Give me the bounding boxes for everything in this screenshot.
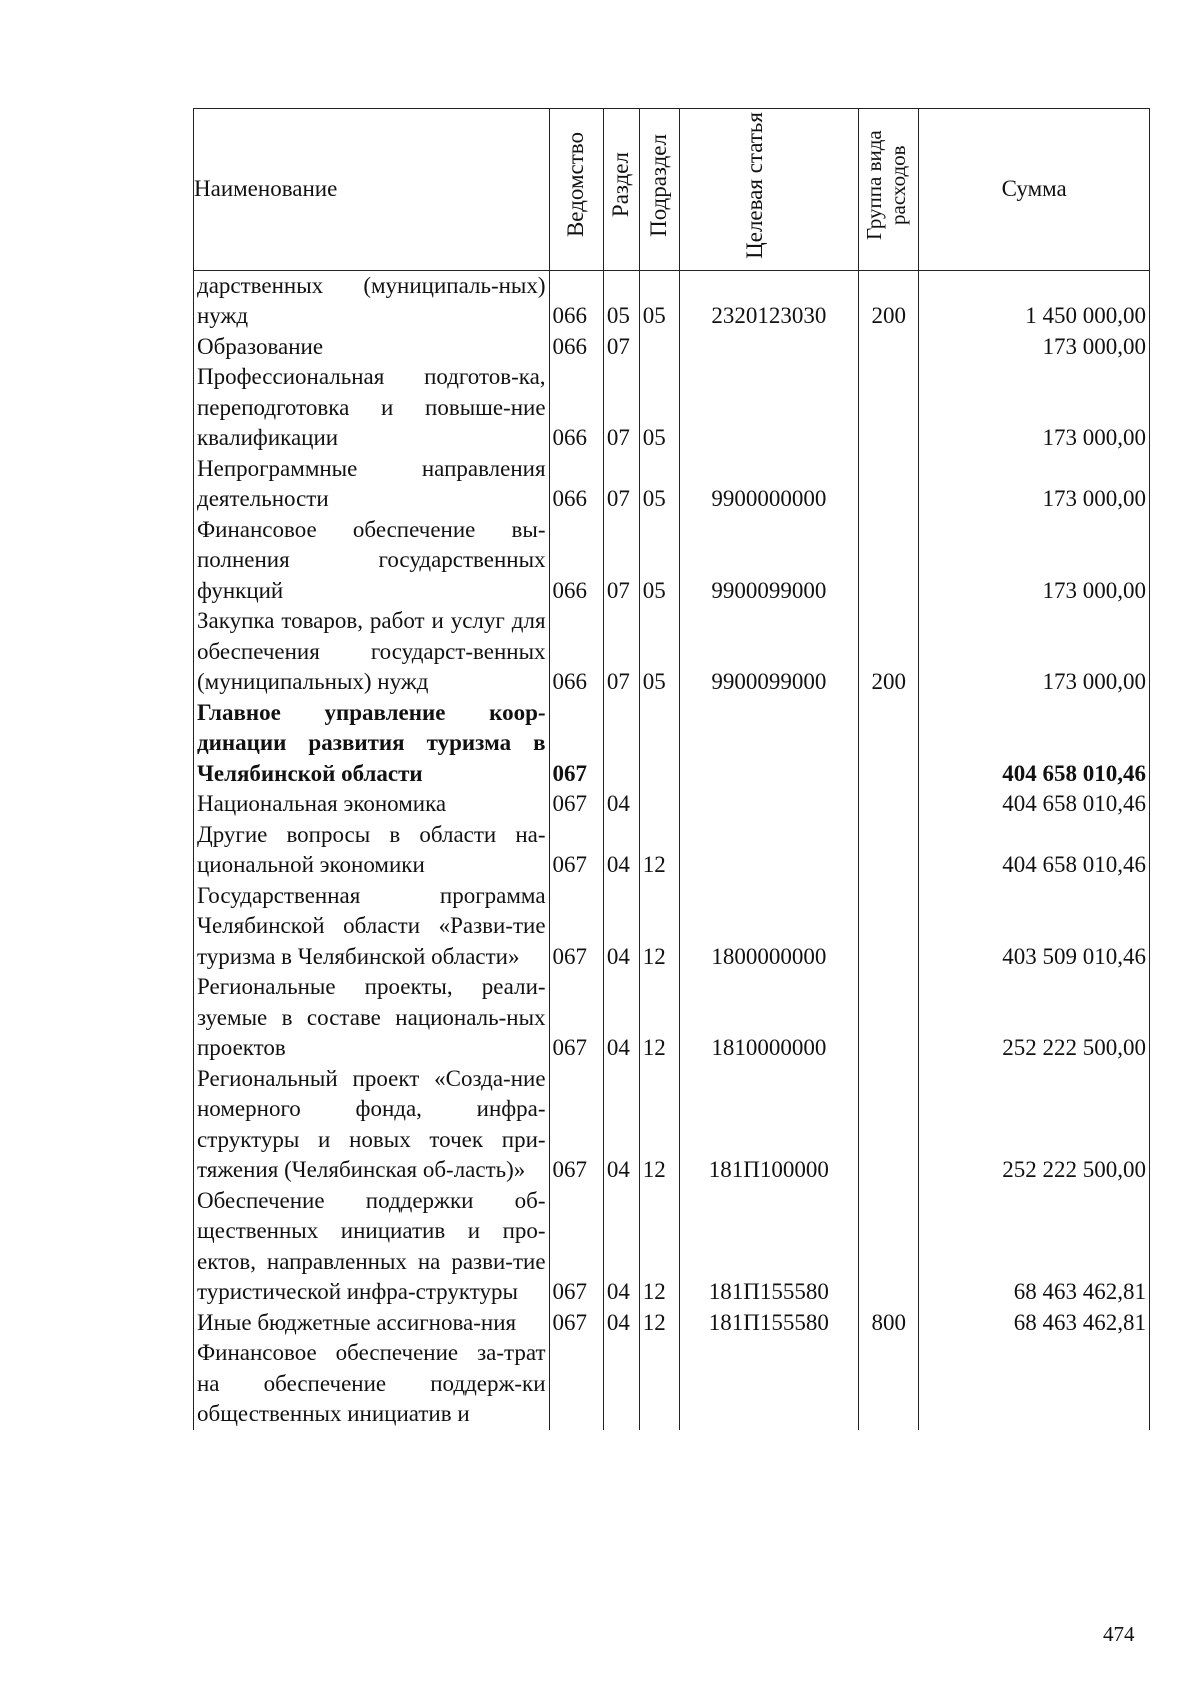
cell-podrazdel: 05 bbox=[639, 515, 679, 607]
cell-name: Обеспечение поддержки об-щественных инициатив и про-ектов, направленных на разви-тие туристической инфра-структуры bbox=[194, 1186, 550, 1308]
table-row bbox=[194, 1308, 1150, 1339]
cell-gruppa bbox=[858, 698, 918, 790]
table-row bbox=[194, 362, 1150, 454]
cell-celevaya: 181П100000 bbox=[679, 1064, 858, 1186]
table-row bbox=[194, 332, 1150, 363]
table-row bbox=[194, 1064, 1150, 1186]
cell-razdel bbox=[603, 1338, 639, 1430]
cell-podrazdel: 12 bbox=[639, 1064, 679, 1186]
cell-gruppa bbox=[858, 1338, 918, 1430]
cell-podrazdel: 05 bbox=[639, 454, 679, 515]
header-razdel: Раздел bbox=[603, 109, 639, 271]
page-number: 474 bbox=[1103, 1622, 1135, 1646]
cell-celevaya bbox=[679, 820, 858, 881]
cell-gruppa bbox=[858, 454, 918, 515]
table-row bbox=[194, 270, 1150, 332]
cell-name: Региональные проекты, реали-зуемые в составе националь-ных проектов bbox=[194, 972, 550, 1064]
cell-podrazdel: 12 bbox=[639, 1308, 679, 1339]
cell-razdel: 04 bbox=[603, 1186, 639, 1308]
cell-razdel: 07 bbox=[603, 454, 639, 515]
cell-name: Другие вопросы в области на-циональной экономики bbox=[194, 820, 550, 881]
cell-vedomstvo: 066 bbox=[549, 270, 603, 332]
cell-celevaya bbox=[679, 362, 858, 454]
header-podrazdel: Подраздел bbox=[639, 109, 679, 271]
cell-name: Непрограммные направления деятельности bbox=[194, 454, 550, 515]
cell-podrazdel: 12 bbox=[639, 1186, 679, 1308]
header-vedomstvo: Ведомство bbox=[549, 109, 603, 271]
cell-vedomstvo: 066 bbox=[549, 454, 603, 515]
cell-razdel: 04 bbox=[603, 820, 639, 881]
cell-razdel: 05 bbox=[603, 270, 639, 332]
cell-razdel: 07 bbox=[603, 515, 639, 607]
cell-gruppa bbox=[858, 972, 918, 1064]
cell-name: Иные бюджетные ассигнова-ния bbox=[194, 1308, 550, 1339]
cell-celevaya: 2320123030 bbox=[679, 270, 858, 332]
cell-celevaya bbox=[679, 698, 858, 790]
cell-summa: 68 463 462,81 bbox=[919, 1308, 1150, 1339]
table-row bbox=[194, 789, 1150, 820]
cell-podrazdel: 05 bbox=[639, 270, 679, 332]
cell-razdel: 07 bbox=[603, 606, 639, 698]
cell-summa: 404 658 010,46 bbox=[919, 698, 1150, 790]
cell-podrazdel: 05 bbox=[639, 606, 679, 698]
table-header-row bbox=[194, 109, 1150, 271]
cell-vedomstvo: 066 bbox=[549, 515, 603, 607]
cell-razdel: 04 bbox=[603, 881, 639, 973]
cell-summa: 173 000,00 bbox=[919, 606, 1150, 698]
cell-summa: 403 509 010,46 bbox=[919, 881, 1150, 973]
cell-summa: 173 000,00 bbox=[919, 515, 1150, 607]
cell-summa: 173 000,00 bbox=[919, 332, 1150, 363]
budget-table bbox=[193, 108, 1150, 1430]
cell-podrazdel bbox=[639, 332, 679, 363]
cell-celevaya: 181П155580 bbox=[679, 1308, 858, 1339]
cell-podrazdel: 12 bbox=[639, 820, 679, 881]
table-row bbox=[194, 515, 1150, 607]
cell-celevaya: 9900000000 bbox=[679, 454, 858, 515]
cell-gruppa: 200 bbox=[858, 606, 918, 698]
cell-gruppa bbox=[858, 515, 918, 607]
cell-celevaya bbox=[679, 789, 858, 820]
cell-name: Профессиональная подготов-ка, переподготовка и повыше-ние квалификации bbox=[194, 362, 550, 454]
cell-razdel: 04 bbox=[603, 972, 639, 1064]
table-row bbox=[194, 881, 1150, 973]
cell-name: Финансовое обеспечение вы-полнения государственных функций bbox=[194, 515, 550, 607]
cell-summa: 173 000,00 bbox=[919, 362, 1150, 454]
cell-gruppa bbox=[858, 789, 918, 820]
cell-name: Образование bbox=[194, 332, 550, 363]
cell-vedomstvo: 067 bbox=[549, 1308, 603, 1339]
cell-razdel: 04 bbox=[603, 789, 639, 820]
cell-celevaya: 9900099000 bbox=[679, 515, 858, 607]
cell-vedomstvo: 066 bbox=[549, 362, 603, 454]
cell-vedomstvo: 066 bbox=[549, 606, 603, 698]
cell-razdel: 07 bbox=[603, 332, 639, 363]
cell-summa: 68 463 462,81 bbox=[919, 1186, 1150, 1308]
cell-name: Финансовое обеспечение за-трат на обеспечение поддерж-ки общественных инициатив и bbox=[194, 1338, 550, 1430]
cell-razdel: 04 bbox=[603, 1064, 639, 1186]
table-row bbox=[194, 454, 1150, 515]
cell-vedomstvo: 067 bbox=[549, 698, 603, 790]
cell-gruppa: 800 bbox=[858, 1308, 918, 1339]
cell-podrazdel: 05 bbox=[639, 362, 679, 454]
cell-vedomstvo: 067 bbox=[549, 1186, 603, 1308]
cell-name: Закупка товаров, работ и услуг для обеспечения государст-венных (муниципальных) нужд bbox=[194, 606, 550, 698]
cell-vedomstvo: 067 bbox=[549, 881, 603, 973]
cell-gruppa bbox=[858, 820, 918, 881]
cell-celevaya: 1800000000 bbox=[679, 881, 858, 973]
table-row bbox=[194, 1338, 1150, 1430]
header-name: Наименование bbox=[194, 109, 550, 271]
cell-vedomstvo bbox=[549, 1338, 603, 1430]
cell-celevaya bbox=[679, 332, 858, 363]
cell-vedomstvo: 066 bbox=[549, 332, 603, 363]
cell-celevaya: 1810000000 bbox=[679, 972, 858, 1064]
cell-vedomstvo: 067 bbox=[549, 789, 603, 820]
header-celevaya: Целевая статья bbox=[679, 109, 858, 271]
cell-gruppa bbox=[858, 1186, 918, 1308]
cell-podrazdel bbox=[639, 789, 679, 820]
header-summa: Сумма bbox=[919, 109, 1150, 271]
cell-vedomstvo: 067 bbox=[549, 1064, 603, 1186]
cell-gruppa bbox=[858, 1064, 918, 1186]
cell-gruppa: 200 bbox=[858, 270, 918, 332]
table-row bbox=[194, 820, 1150, 881]
cell-celevaya: 181П155580 bbox=[679, 1186, 858, 1308]
cell-razdel: 07 bbox=[603, 362, 639, 454]
cell-razdel bbox=[603, 698, 639, 790]
cell-vedomstvo: 067 bbox=[549, 820, 603, 881]
cell-podrazdel: 12 bbox=[639, 972, 679, 1064]
cell-summa: 173 000,00 bbox=[919, 454, 1150, 515]
cell-name: Национальная экономика bbox=[194, 789, 550, 820]
table-row bbox=[194, 606, 1150, 698]
cell-celevaya: 9900099000 bbox=[679, 606, 858, 698]
cell-name: Региональный проект «Созда-ние номерного фонда, инфра-структуры и новых точек при-тяжения (Челябинская об-ласть)» bbox=[194, 1064, 550, 1186]
cell-gruppa bbox=[858, 362, 918, 454]
cell-name: Главное управление коор-динации развития туризма в Челябинской области bbox=[194, 698, 550, 790]
cell-podrazdel bbox=[639, 698, 679, 790]
cell-summa: 404 658 010,46 bbox=[919, 789, 1150, 820]
cell-podrazdel bbox=[639, 1338, 679, 1430]
cell-gruppa bbox=[858, 881, 918, 973]
table-row bbox=[194, 698, 1150, 790]
cell-celevaya bbox=[679, 1338, 858, 1430]
cell-razdel: 04 bbox=[603, 1308, 639, 1339]
cell-podrazdel: 12 bbox=[639, 881, 679, 973]
cell-summa bbox=[919, 1338, 1150, 1430]
cell-vedomstvo: 067 bbox=[549, 972, 603, 1064]
table-row bbox=[194, 972, 1150, 1064]
cell-summa: 252 222 500,00 bbox=[919, 972, 1150, 1064]
cell-name: дарственных (муниципаль-ных) нужд bbox=[194, 270, 550, 332]
cell-summa: 252 222 500,00 bbox=[919, 1064, 1150, 1186]
cell-gruppa bbox=[858, 332, 918, 363]
cell-name: Государственная программа Челябинской области «Разви-тие туризма в Челябинской области» bbox=[194, 881, 550, 973]
header-gruppa: Группа вида расходов bbox=[858, 109, 918, 271]
table-row bbox=[194, 1186, 1150, 1308]
cell-summa: 404 658 010,46 bbox=[919, 820, 1150, 881]
cell-summa: 1 450 000,00 bbox=[919, 270, 1150, 332]
